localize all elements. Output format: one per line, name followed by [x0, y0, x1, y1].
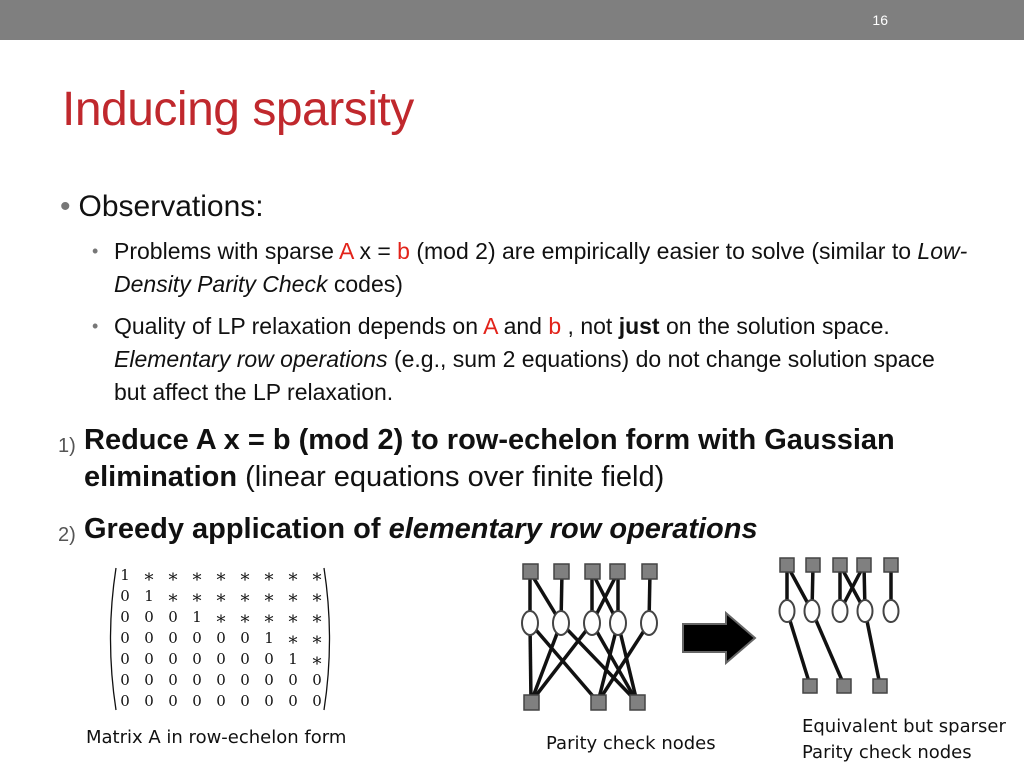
matrix-cell: 0: [120, 608, 130, 626]
variable-node: [884, 558, 898, 572]
ldpc-term: Low-Density Parity Check: [114, 238, 968, 297]
variable-node: [554, 564, 569, 579]
matrix-cell: 0: [144, 629, 154, 647]
matrix-cell: *: [192, 570, 202, 591]
check-node: [641, 611, 657, 635]
matrix-cell: 0: [240, 692, 250, 710]
matrix-cell: *: [288, 591, 298, 612]
matrix-cell: 0: [168, 608, 178, 626]
matrix-cell: 0: [168, 629, 178, 647]
matrix-cell: 0: [120, 587, 130, 605]
matrix-cell: 0: [216, 629, 226, 647]
check-node: [610, 611, 626, 635]
matrix-cell: 0: [168, 650, 178, 668]
parity-check-graph: [510, 555, 680, 715]
step-2-number: 2): [58, 524, 76, 546]
bullet-dot: •: [92, 316, 99, 336]
matrix-cell: 1: [144, 587, 154, 605]
variable-node: [857, 558, 871, 572]
matrix-cell: *: [216, 570, 226, 591]
matrix-cell: *: [168, 570, 178, 591]
matrix-cell: 0: [120, 629, 130, 647]
var-b: b: [548, 313, 562, 339]
bottom-node: [803, 679, 817, 693]
step-2: [58, 511, 958, 548]
matrix-cell: *: [312, 591, 322, 612]
matrix-cell: *: [240, 570, 250, 591]
matrix-cell: 0: [192, 629, 202, 647]
bullet-dot: •: [60, 190, 71, 223]
sparser-caption: [802, 714, 1006, 766]
sub-bullet-sparse-text: Problems with sparse A x = b (mod 2) are empirically easier to solve (similar to Low-Density Parity Check codes): [114, 238, 968, 297]
variable-node: [585, 564, 600, 579]
variable-node: [610, 564, 625, 579]
check-node: [522, 611, 538, 635]
matrix-cell: 0: [216, 671, 226, 689]
matrix-cell: 0: [144, 692, 154, 710]
matrix-cell: *: [288, 612, 298, 633]
matrix-cell: 1: [192, 608, 202, 626]
check-node: [884, 600, 899, 622]
sub-bullet-sparse: [92, 235, 972, 301]
matrix-cell: 0: [240, 671, 250, 689]
variable-node: [806, 558, 820, 572]
bottom-node: [873, 679, 887, 693]
bottom-node: [591, 695, 606, 710]
check-node: [780, 600, 795, 622]
variable-node: [780, 558, 794, 572]
check-node: [553, 611, 569, 635]
slide-title: Inducing sparsity: [62, 83, 414, 136]
observations-label: Observations:: [78, 190, 264, 223]
variable-node: [523, 564, 538, 579]
matrix-cell: 0: [264, 671, 274, 689]
matrix-cell: 0: [120, 671, 130, 689]
sparser-parity-check-graph: [770, 550, 915, 698]
just-bold: just: [618, 313, 660, 339]
row-echelon-matrix: [100, 562, 340, 717]
matrix-cell: 0: [312, 671, 322, 689]
elementary-ops-term: Elementary row operations: [114, 346, 388, 372]
matrix-cell: *: [264, 612, 274, 633]
matrix-cell: *: [240, 591, 250, 612]
matrix-cell: *: [288, 633, 298, 654]
step-2-text: Greedy application of elementary row operations: [84, 513, 758, 545]
matrix-cell: 0: [288, 671, 298, 689]
matrix-cell: *: [288, 570, 298, 591]
variable-node: [642, 564, 657, 579]
matrix-cell: 1: [120, 566, 130, 584]
var-A: A: [483, 313, 498, 339]
bottom-node: [837, 679, 851, 693]
matrix-cell: 0: [288, 692, 298, 710]
var-b: b: [397, 238, 410, 264]
matrix-cell: 0: [192, 692, 202, 710]
matrix-cell: *: [216, 591, 226, 612]
matrix-cell: 0: [144, 608, 154, 626]
matrix-cell: 1: [264, 629, 274, 647]
matrix-cell: 0: [240, 629, 250, 647]
step-1-text: Reduce A x = b (mod 2) to row-echelon form with Gaussian elimination (linear equations over finite field): [84, 424, 895, 493]
matrix-left-paren: [111, 568, 117, 710]
matrix-cell: 0: [264, 692, 274, 710]
matrix-cell: *: [144, 570, 154, 591]
matrix-cell: *: [312, 612, 322, 633]
matrix-caption: Matrix A in row-echelon form: [86, 727, 347, 748]
sparser-caption-line2: Parity check nodes: [802, 742, 972, 763]
matrix-cell: 0: [144, 650, 154, 668]
matrix-cell: 0: [216, 692, 226, 710]
check-node: [805, 600, 820, 622]
sparser-caption-line1: Equivalent but sparser: [802, 716, 1006, 737]
check-node: [858, 600, 873, 622]
bullet-dot: •: [92, 241, 99, 261]
observations-bullet: [60, 190, 264, 224]
matrix-cell: *: [312, 633, 322, 654]
matrix-cell: 0: [312, 692, 322, 710]
matrix-cell: 0: [264, 650, 274, 668]
matrix-cell: *: [312, 654, 322, 675]
matrix-cell: *: [312, 570, 322, 591]
variable-node: [833, 558, 847, 572]
matrix-cell: *: [240, 612, 250, 633]
matrix-cell: 0: [144, 671, 154, 689]
matrix-cell: *: [216, 612, 226, 633]
sub-bullet-lp-quality: [92, 310, 972, 409]
parity-caption: Parity check nodes: [546, 733, 716, 754]
matrix-cell: 0: [192, 671, 202, 689]
step-1-number: 1): [58, 435, 76, 457]
step-1: [58, 422, 958, 496]
matrix-right-paren: [324, 568, 330, 710]
matrix-cell: 0: [120, 692, 130, 710]
bottom-node: [630, 695, 645, 710]
top-bar: [0, 0, 1024, 40]
matrix-cell: *: [264, 591, 274, 612]
matrix-cell: 0: [216, 650, 226, 668]
check-node: [584, 611, 600, 635]
matrix-cell: *: [264, 570, 274, 591]
bottom-node: [524, 695, 539, 710]
sub-bullet-lp-text: Quality of LP relaxation depends on A and b , not just on the solution space. Elementary row operations (e.g., sum 2 equations) do not change solution space but affect the LP relaxation.: [114, 313, 935, 405]
check-node: [833, 600, 848, 622]
matrix-cell: 0: [192, 650, 202, 668]
slide-number: 16: [872, 12, 888, 28]
matrix-cell: 0: [240, 650, 250, 668]
matrix-cell: 1: [288, 650, 298, 668]
matrix-cell: 0: [168, 692, 178, 710]
matrix-cell: *: [168, 591, 178, 612]
matrix-cell: 0: [168, 671, 178, 689]
var-A: A: [338, 238, 354, 264]
matrix-cell: 0: [120, 650, 130, 668]
right-arrow-icon: [680, 610, 758, 666]
matrix-cell: *: [192, 591, 202, 612]
